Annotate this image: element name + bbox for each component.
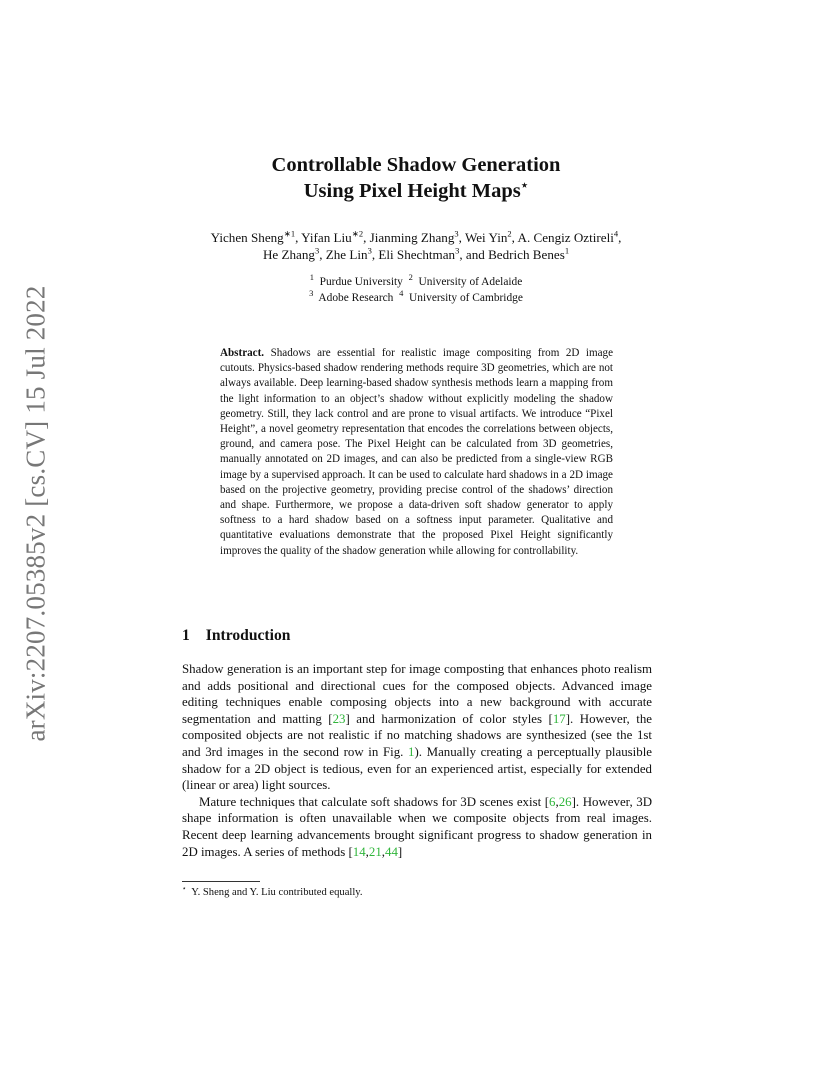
author-name: Wei Yin [464, 230, 508, 245]
paper-title [180, 152, 652, 204]
author-name: Yichen Sheng [210, 230, 284, 245]
abstract-label: Abstract. [220, 347, 265, 359]
affiliation-line-2: $^3$ Adobe Research $^4$ University of Cambridge [309, 287, 523, 304]
abstract-text: Shadows are essential for realistic image compositing from 2D image cutouts. Physics-based shadow rendering methods require 3D geometries, which are not always available. Deep learning-based shadow synthesis methods learn a mapping from the light information to an object’s shadow without explicitly modeling the shadow geometry. Still, they lack control and are prone to visual artifacts. We introduce “Pixel Height”, a novel geometry representation that encodes the correlations between objects, ground, and camera pose. The Pixel Height can be calculated from 3D geometries, manually annotated on 2D images, and can also be predicted from a single-view RGB image by a supervised approach. It can be used to calculate hard shadows in a 2D image based on the projective geometry, providing precise control of the shadows’ direction and shape. Furthermore, we propose a data-driven soft shadow generator to apply softness to a hard shadow based on a softness input parameter. Qualitative and quantitative evaluations demonstrate that the proposed Pixel Height significantly improves the quality of the shadow generation while allowing for controllability. [220, 347, 614, 557]
citation-link[interactable]: 23 [332, 711, 346, 726]
title-footnote-mark: ⋆ [520, 178, 529, 193]
affiliation: Adobe Research [318, 291, 394, 304]
footnote-divider [182, 881, 260, 882]
author-name: He Zhang [262, 247, 315, 262]
affiliation-line-1: $^1$ Purdue University $^2$ University of Adelaide [309, 272, 523, 288]
footnote [182, 886, 363, 900]
section-number: 1 [182, 627, 190, 644]
author-line-2: He Zhang$^3$, Zhe Lin$^3$, Eli Shechtman$^3$, and Bedrich Benes$^1$ [262, 245, 570, 262]
abstract [220, 346, 613, 559]
affiliation: Purdue University [319, 276, 403, 288]
citation-link[interactable]: 21 [368, 844, 382, 859]
citation-link[interactable]: 6 [549, 794, 556, 809]
introduction-body [182, 661, 652, 860]
arxiv-identifier: arXiv:2207.05385v2 [cs.CV] 15 Jul 2022 [20, 284, 51, 742]
author-list [160, 229, 672, 263]
author-name: A. Cengiz Oztireli [517, 230, 614, 245]
affiliations [180, 272, 652, 306]
footnote-text: Y. Sheng and Y. Liu contributed equally. [191, 887, 363, 898]
footnote-mark: ⋆ [182, 884, 187, 893]
affiliation: University of Adelaide [418, 276, 523, 288]
section-title: Introduction [205, 627, 291, 644]
author-name: Bedrich Benes [488, 247, 565, 262]
author-name: Yifan Liu [301, 230, 352, 245]
figure-link[interactable]: 1 [408, 744, 415, 759]
paragraph: Shadow generation is an important step for image composting that enhances photo realism and adds positional and directional cues for the composed objects. Advanced image editing techniques enable composing objects into a new background with accurate segmentation and matting [23] and harmonization of color styles [17]. However, the composited objects are not realistic if no matching shadows are synthesized (see the 1st and 3rd images in the second row in Fig. 1). Manually creating a perceptually plausible shadow for a 2D object is tedious, even for an experienced artist, especially for extended (linear or area) light sources. [182, 662, 652, 793]
section-heading [182, 627, 290, 645]
citation-link[interactable]: 44 [385, 844, 398, 859]
citation-link[interactable]: 26 [558, 794, 572, 809]
citation-link[interactable]: 14 [352, 844, 366, 859]
citation-link[interactable]: 17 [552, 711, 566, 726]
title-line-2: Using Pixel Height Maps⋆ [303, 178, 529, 202]
author-name: Eli Shechtman [378, 247, 456, 262]
author-line-1: Yichen Sheng$^{∗1}$, Yifan Liu$^{∗2}$, Jianming Zhang$^3$, Wei Yin$^2$, A. Cengiz Oztireli$^4$, [210, 228, 622, 245]
paragraph: Mature techniques that calculate soft shadows for 3D scenes exist [6,26]. However, 3D shape information is often unavailable when we composite objects from real images. Recent deep learning advancements brought significant progress to shadow generation in 2D images. A series of methods [14,21,44] [182, 794, 652, 859]
author-name: Zhe Lin [325, 247, 368, 262]
author-name: Jianming Zhang [369, 230, 455, 245]
affiliation: University of Cambridge [409, 291, 523, 304]
title-line-1: Controllable Shadow Generation [271, 154, 561, 176]
